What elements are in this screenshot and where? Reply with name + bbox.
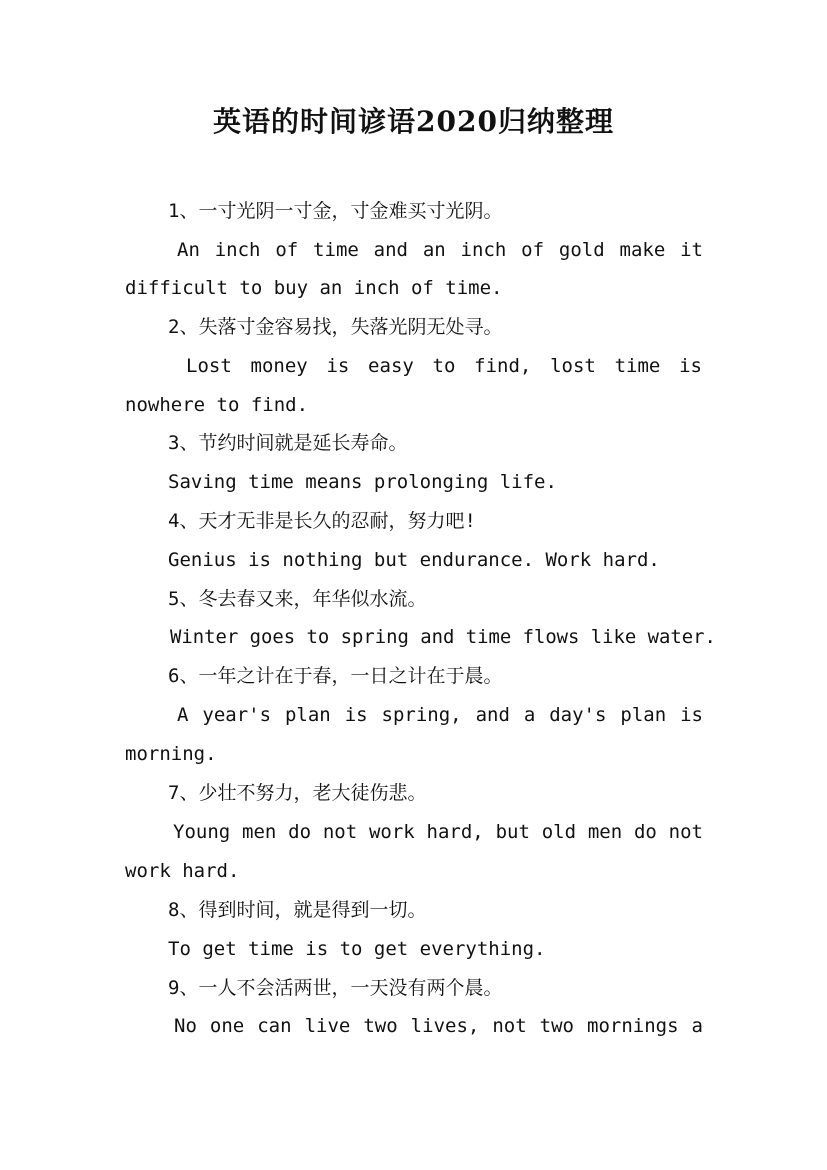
proverb-8-english: To get time is to get everything. bbox=[168, 938, 546, 960]
proverb-3-chinese: 3、节约时间就是延长寿命。 bbox=[168, 432, 408, 454]
proverb-1-english-line1: An inch of time and an inch of gold make it bbox=[177, 239, 703, 261]
proverb-9-english-line1: No one can live two lives, not two mornings a bbox=[174, 1015, 703, 1037]
proverb-2-english-line1: Lost money is easy to find, lost time is bbox=[186, 355, 702, 377]
proverb-6-english-line1: A year's plan is spring, and a day's plan is bbox=[177, 704, 703, 726]
proverb-6-english-line2: morning. bbox=[125, 743, 217, 765]
proverb-7-english-line1: Young men do not work hard, but old men do not bbox=[173, 821, 703, 843]
proverb-1-chinese: 1、一寸光阴一寸金，寸金难买寸光阴。 bbox=[168, 200, 503, 222]
proverb-6-chinese: 6、一年之计在于春，一日之计在于晨。 bbox=[168, 665, 503, 687]
proverb-3-english: Saving time means prolonging life. bbox=[168, 471, 557, 493]
page-title: 英语的时间谚语2020归纳整理 bbox=[213, 105, 614, 138]
proverb-4-chinese: 4、天才无非是长久的忍耐，努力吧! bbox=[168, 510, 476, 532]
proverb-5-english: Winter goes to spring and time flows like water. bbox=[170, 626, 716, 648]
proverb-2-chinese: 2、失落寸金容易找，失落光阴无处寻。 bbox=[168, 316, 503, 338]
proverb-7-english-line2: work hard. bbox=[125, 860, 240, 882]
proverb-5-chinese: 5、冬去春又来，年华似水流。 bbox=[168, 588, 427, 610]
proverb-7-chinese: 7、少壮不努力，老大徒伤悲。 bbox=[168, 782, 427, 804]
proverb-8-chinese: 8、得到时间，就是得到一切。 bbox=[168, 899, 427, 921]
proverb-2-english-line2: nowhere to find. bbox=[125, 394, 309, 416]
proverb-1-english-line2: difficult to buy an inch of time. bbox=[125, 277, 503, 299]
proverb-4-english: Genius is nothing but endurance. Work hard. bbox=[168, 549, 660, 571]
proverb-9-chinese: 9、一人不会活两世，一天没有两个晨。 bbox=[168, 977, 503, 999]
